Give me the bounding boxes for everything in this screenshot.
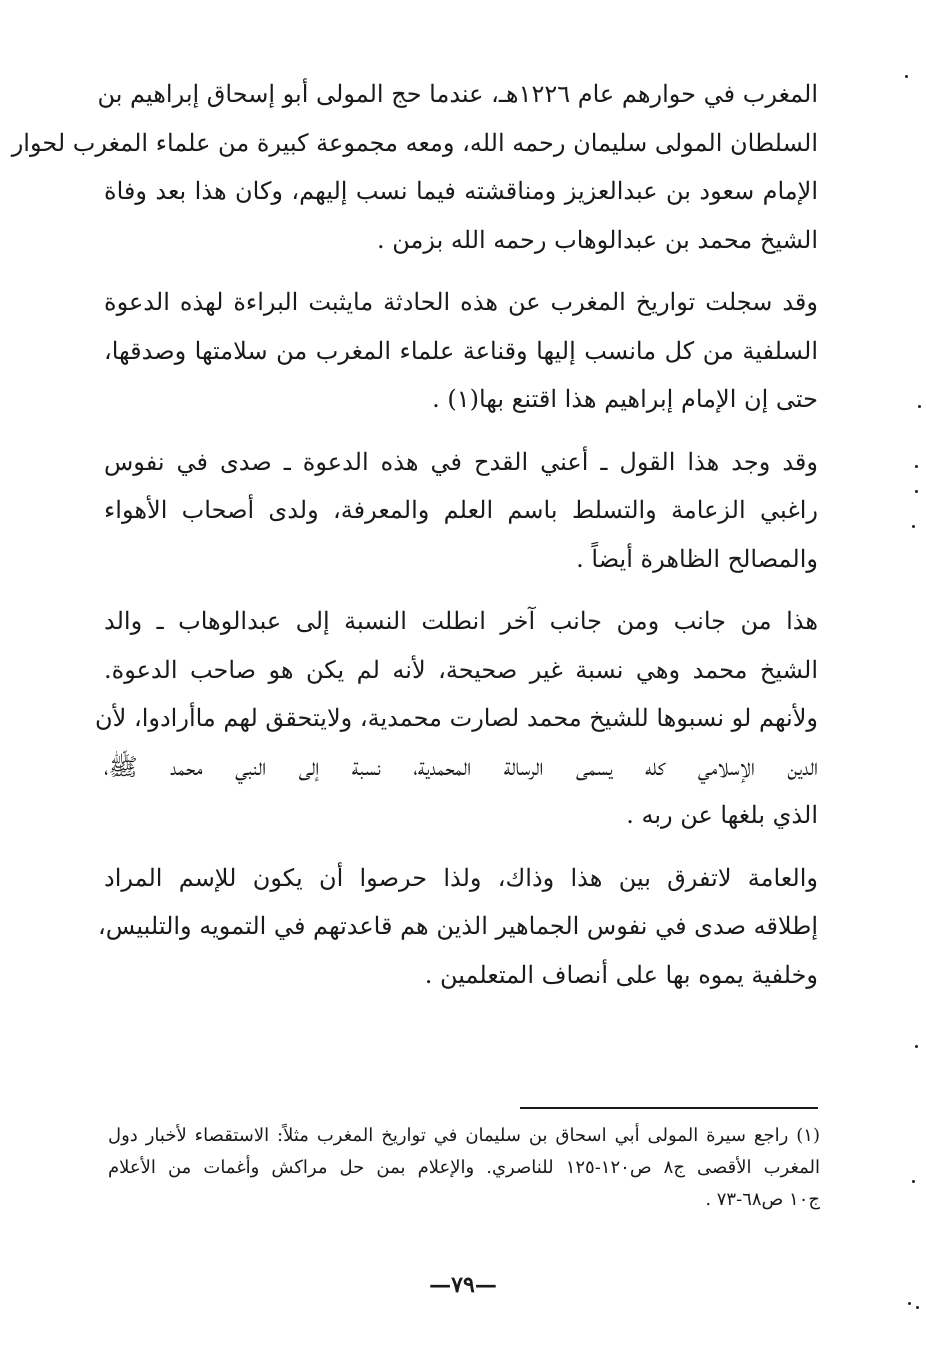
scan-speck [912,525,915,528]
footnote-separator [520,1107,818,1109]
text-line: الدين الإسلامي كله يسمى الرسالة المحمدية، نسبة إلى النبي محمد ﷺ، [104,752,818,781]
text-line: هذا من جانب ومن جانب آخر انطلت النسبة إلى عبدالوهاب ـ والد [104,607,818,635]
text-line: ولأنهم لو نسبوها للشيخ محمد لصارت محمدية، ولايتحقق لهم ماأرادوا، لأن [95,704,818,732]
text-line: السلطان المولى سليمان رحمه الله، ومعه مجموعة كبيرة من علماء المغرب لحوار [11,128,818,157]
footnote-line: (١) راجع سيرة المولى أبي اسحاق بن سليمان في تواريخ المغرب مثلاً: الاستقصاء لأخبار دول [108,1125,820,1146]
footnote-line: ج١٠ ص٦٨-٧٣ . [705,1189,820,1210]
main-text [11,70,819,1013]
text-line: راغبي الزعامة والتسلط باسم العلم والمعرفة، ولدى أصحاب الأهواء [104,496,818,524]
scan-speck [915,1045,918,1048]
scan-speck [918,405,921,408]
footnote-line: المغرب الأقصى ج٨ ص١٢٠-١٢٥ للناصري. والإعلام بمن حل مراكش وأغمات من الأعلام [108,1157,821,1178]
scan-speck [915,465,918,468]
scan-speck [908,1302,911,1305]
text-line: المغرب في حوارهم عام ١٢٢٦هـ، عندما حج المولى أبو إسحاق إبراهيم بن [97,80,818,108]
paragraph-2 [104,278,818,424]
text-line: وقد سجلت تواريخ المغرب عن هذه الحادثة مايثبت البراءة لهذه الدعوة [104,288,818,316]
text-line: والعامة لاتفرق بين هذا وذاك، ولذا حرصوا أن يكون للإسم المراد [104,863,818,892]
text-line: الشيخ محمد وهي نسبة غير صحيحة، لأنه لم يكن هو صاحب الدعوة. [104,655,818,684]
text-line: وخلفية يموه بها على أنصاف المتعلمين . [424,960,818,989]
text-line: والمصالح الظاهرة أيضاً . [576,544,818,573]
paragraph-1 [11,70,819,264]
scan-speck [912,1180,915,1183]
paragraph-4 [95,597,818,840]
paragraph-5 [98,854,818,1000]
paragraph-3 [104,438,818,584]
text-line: السلفية من كل مانسب إليها وقناعة علماء المغرب من سلامتها وصدقها، [104,336,818,365]
text-line: وقد وجد هذا القول ـ أعني القدح في هذه الدعوة ـ صدى في نفوس [104,447,818,476]
text-line: الذي بلغها عن ربه . [626,801,818,829]
scan-speck [915,490,918,493]
text-line: إطلاقه صدى في نفوس الجماهير الذين هم قاعدتهم في التمويه والتلبيس، [98,912,818,940]
text-line: الإمام سعود بن عبدالعزيز ومناقشته فيما نسب إليهم، وكان هذا بعد وفاة [104,177,819,205]
scan-speck [905,75,908,78]
footnote [108,1120,820,1216]
text-line: الشيخ محمد بن عبدالوهاب رحمه الله بزمن . [376,225,818,254]
scan-speck [916,1306,919,1309]
text-line: حتى إن الإمام إبراهيم هذا اقتنع بها(١) . [432,385,818,413]
page-number: —٧٩— [429,1272,497,1298]
